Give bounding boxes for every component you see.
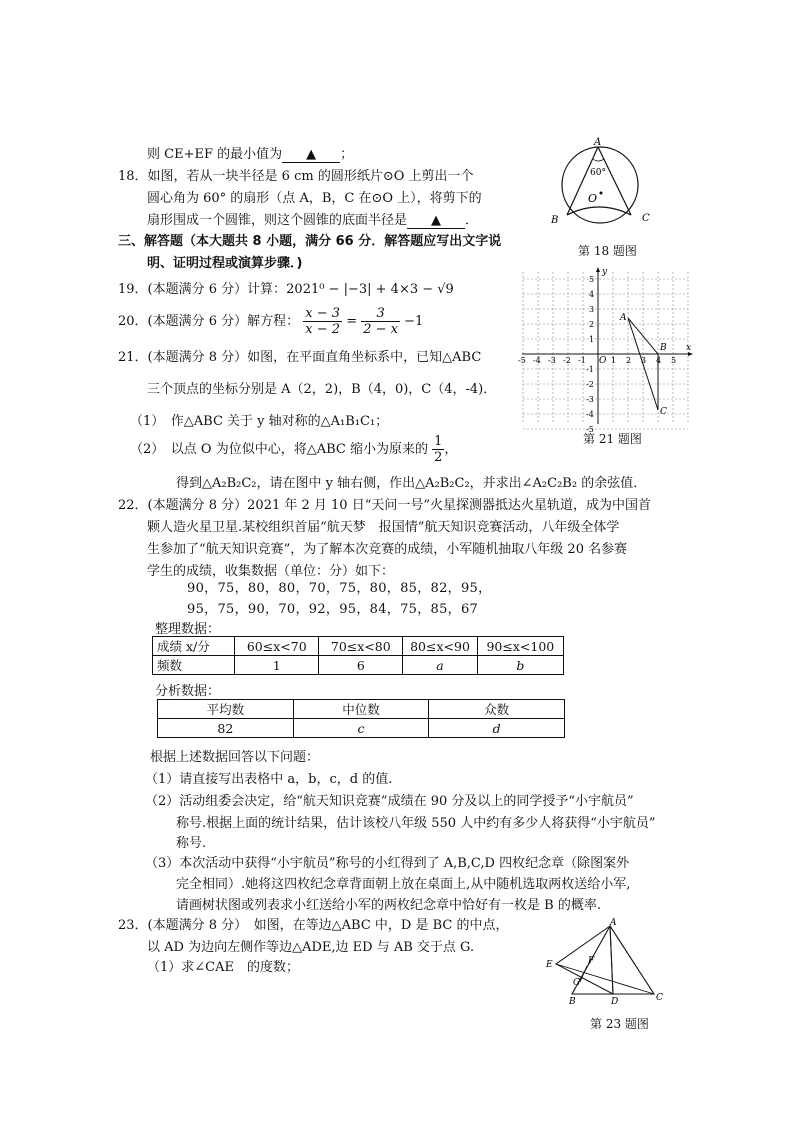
table-cell: 82 [158,719,294,738]
table-cell: d [429,719,565,738]
table-cell: 成绩 x/分 [153,637,235,656]
q23-line2: 以 AD 为边向左侧作等边△ADE,边 ED 与 AB 交于点 G. [147,940,475,955]
table-cell: 中位数 [293,700,429,719]
q18-label-o: O [588,192,598,205]
q22-line3: 生参加了“航天知识竞赛”，为了解本次竞赛的成绩，小军随机抽取八年级 20 名参赛 [147,542,628,557]
table-cell: a [403,656,477,675]
q18-line1: 18．如图，若从一块半径是 6 cm 的圆形纸片⊙O 上剪出一个 [118,169,474,184]
q23-line1: 23．(本题满分 8 分） 如图，在等边△ABC 中，D 是 BC 的中点， [118,918,509,933]
q17-tail: 则 CE+EF 的最小值为 ▲ ； [147,147,354,162]
q22-table2-label: 分析数据： [155,684,221,699]
q22-table-1 [152,636,564,675]
q23-label-c: C [656,993,663,1003]
q20-frac-2: $\frac{3}{2 - x}$ [363,306,399,337]
table-cell: 90≤x<100 [477,637,563,656]
q23-label-a: A [610,918,617,928]
table-row [158,700,565,719]
q21-axis-y: y [602,267,608,277]
y-tick-label: -1 [586,365,594,374]
q22-data-1: 90，75，80，80，70，75，80，85，82，95， [187,581,492,596]
y-tick-label: 2 [589,320,595,329]
y-tick-label: -3 [586,395,594,404]
q22-table-2 [157,699,565,738]
q23-label-g: G [573,978,581,988]
q22-table1-label: 整理数据： [155,622,221,637]
q20-frac-1: $\frac{x - 3}{x - 2}$ [305,306,341,337]
x-tick-label: -3 [548,356,556,365]
q21-origin: O [599,356,607,366]
table-cell: 平均数 [158,700,294,719]
table-cell: 频数 [153,656,235,675]
q23-caption: 第 23 题图 [590,1017,649,1031]
table-cell: 60≤x<70 [235,637,319,656]
x-tick-label: 5 [671,356,677,365]
x-tick-label: 1 [611,356,617,365]
q19: 19．(本题满分 6 分）计算：2021⁰ − |−3| + 4×3 − √9 [118,282,454,297]
q22-sub3-a: （3）本次活动中获得“小宇航员”称号的小红得到了 A,B,C,D 四枚纪念章（除图案外 [145,856,630,871]
q22-ask: 根据上述数据回答以下问题： [150,750,320,765]
q22-sub1: （1）请直接写出表格中 a，b，c，d 的值. [145,772,393,787]
table-cell: 80≤x<90 [403,637,477,656]
q23-label-e: E [546,960,553,970]
x-tick-label: -1 [578,356,586,365]
q18-angle: 60° [590,168,606,178]
q23-figure [540,916,670,1012]
q22-line2: 颗人造火星卫星.某校组织首届“航天梦 报国情”航天知识竞赛活动，八年级全体学 [147,520,620,535]
table-cell: 1 [235,656,319,675]
q18-answer-blank: ▲ [407,214,465,229]
q18-figure [545,135,665,225]
q22-sub2-c: 称号. [176,836,207,851]
q21-point-a: A [620,313,627,323]
q23-sub1: （1）求∠CAE 的度数； [147,960,299,975]
y-tick-label: 3 [589,305,595,314]
q22-sub2-a: （2）活动组委会决定，给“航天知识竞赛”成绩在 90 分及以上的同学授予“小宇航员” [145,794,634,809]
x-tick-label: -2 [563,356,571,365]
q21-point-c: C [660,407,667,417]
y-tick-label: -4 [586,410,594,419]
table-row [158,719,565,738]
x-tick-label: 2 [626,356,632,365]
table-cell: b [477,656,563,675]
q21-part2: （2） 以点 O 为位似中心，将△ABC 缩小为原来的 $\frac{1}{2}$ ， [130,434,458,465]
table-row [153,637,564,656]
q22-data-2: 95，75，90，70，92，95，84，75，85，67 [187,602,479,617]
table-cell: c [293,719,429,738]
q23-label-f: F [588,956,595,966]
q17-answer-blank: ▲ [282,148,340,163]
q22-line1: 22．(本题满分 8 分）2021 年 2 月 10 日“天问一号”火星探测器抵达火星轨道，成为中国首 [118,498,652,513]
section3-heading-1: 三、解答题（本大题共 8 小题，满分 66 分．解答题应写出文字说 [118,234,502,249]
x-tick-label: 4 [656,356,662,365]
table-row [153,656,564,675]
q22-sub2-b: 称号.根据上面的统计结果，估计该校八年级 550 人中约有多少人将获得“小宇航员” [176,816,656,831]
x-tick-label: -5 [518,356,526,365]
q21-frac-half: $\frac{1}{2}$ [434,434,443,465]
x-tick-label: 3 [641,356,647,365]
y-tick-label: -2 [586,380,594,389]
y-tick-label: 1 [589,335,595,344]
section3-heading-2: 明、证明过程或演算步骤．) [147,256,303,271]
q21-line2: 三个顶点的坐标分别是 A（2，2)，B（4，0)，C（4，-4)． [147,382,497,397]
q18-caption: 第 18 题图 [578,244,637,258]
q21-x-ticks [518,356,676,365]
q18-line3: 扇形围成一个圆锥，则这个圆锥的底面半径是 ▲ ． [147,213,479,228]
q21-caption: 第 21 题图 [583,432,642,446]
table-cell: 70≤x<80 [319,637,403,656]
x-tick-label: -4 [533,356,541,365]
q21-grid-figure [518,264,696,434]
q21-axis-x: x [686,343,692,353]
q18-label-b: B [551,215,559,226]
q21-point-b: B [660,343,667,353]
q20: 20．(本题满分 6 分）解方程： $\frac{x - 3}{x - 2}$ = $\frac{3}{2 - x}$ −1 [118,306,424,337]
q18-label-c: C [642,213,650,224]
q18-label-a: A [594,137,602,148]
y-tick-label: -5 [586,425,594,434]
table-cell: 众数 [429,700,565,719]
q18-line2: 圆心角为 60° 的扇形（点 A，B，C 在⊙O 上），将剪下的 [147,191,482,206]
q23-label-b: B [569,997,576,1007]
q22-sub3-b: 完全相同）.她将这四枚纪念章背面朝上放在桌面上,从中随机选取两枚送给小军, [176,877,631,892]
q21-line1: 21．(本题满分 8 分）如图，在平面直角坐标系中，已知△ABC [118,350,482,365]
q21-line5: 得到△A₂B₂C₂，请在图中 y 轴右侧，作出△A₂B₂C₂，并求出∠A₂C₂B₂ 的余弦值． [176,476,647,491]
y-tick-label: 4 [589,290,595,299]
q22-sub3-c: 请画树状图或列表求小红送给小军的两枚纪念章中恰好有一枚是 B 的概率. [176,898,601,913]
q22-line4: 学生的成绩，收集数据（单位：分）如下： [147,564,395,579]
q21-part1: （1） 作△ABC 关于 y 轴对称的△A₁B₁C₁； [130,414,389,429]
table-cell: 6 [319,656,403,675]
y-tick-label: 5 [589,275,595,284]
q23-label-d: D [611,997,619,1007]
